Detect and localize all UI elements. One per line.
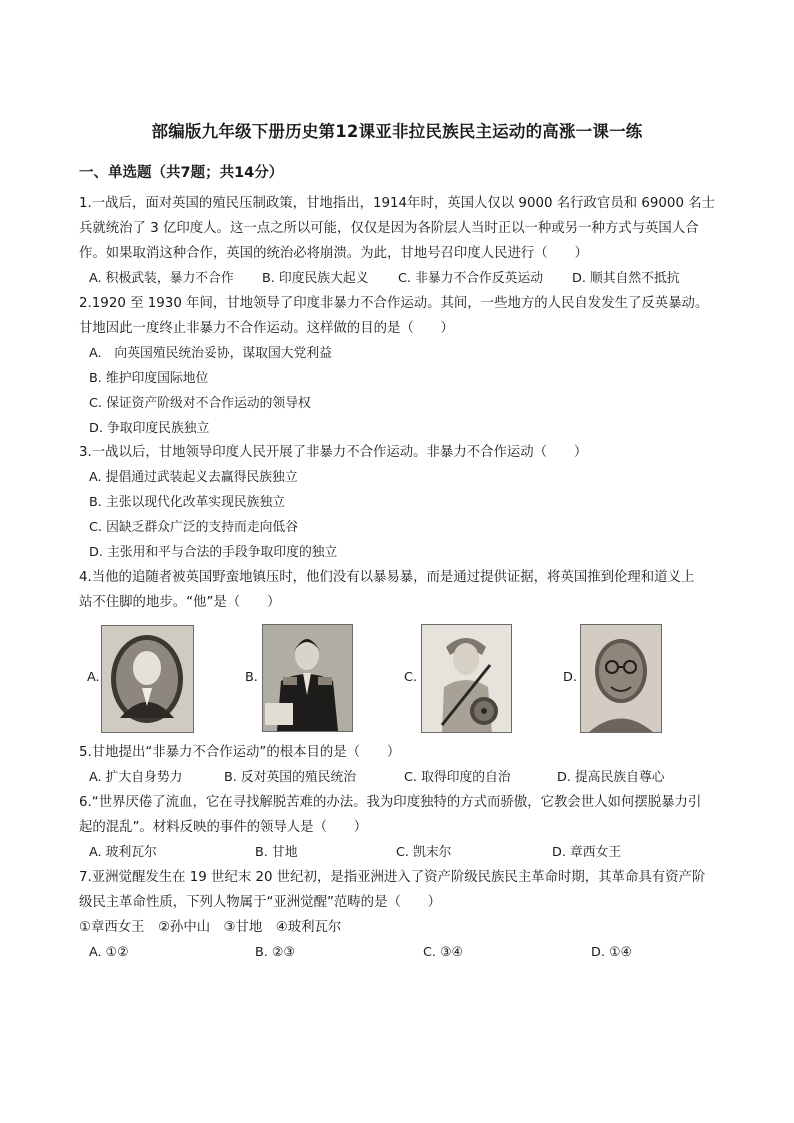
q7-option-d[interactable]: D. ①④: [591, 945, 632, 960]
q2-option-a[interactable]: A. 向英国殖民统治妥协，谋取国大党利益: [89, 346, 332, 361]
q4-stem-line2: 站不住脚的地步。“他”是（ ）: [79, 595, 281, 610]
q1-stem-line2: 兵就统治了 3 亿印度人。这一点之所以可能，仅仅是因为各阶层人当时正以一种或另一种方式与英国人合: [79, 221, 699, 236]
q2-option-d[interactable]: D. 争取印度民族独立: [89, 421, 210, 436]
q4-option-a-label[interactable]: A.: [87, 670, 100, 685]
q3-option-b[interactable]: B. 主张以现代化改革实现民族独立: [89, 495, 286, 510]
q7-stem-line2: 级民主革命性质，下列人物属于“亚洲觉醒”范畴的是（ ）: [79, 895, 442, 910]
q6-option-a[interactable]: A. 玻利瓦尔: [89, 845, 157, 860]
q5-option-c[interactable]: C. 取得印度的自治: [404, 770, 511, 785]
q2-stem-line2: 甘地因此一度终止非暴力不合作运动。这样做的目的是（ ）: [79, 321, 454, 336]
q7-option-b[interactable]: B. ②③: [255, 945, 295, 960]
q3-option-d[interactable]: D. 主张用和平与合法的手段争取印度的独立: [89, 545, 338, 560]
section-heading: 一、单选题（共7题；共14分）: [79, 165, 284, 181]
q2-option-c[interactable]: C. 保证资产阶级对不合作运动的领导权: [89, 396, 311, 411]
q3-option-a[interactable]: A. 提倡通过武装起义去赢得民族独立: [89, 470, 298, 485]
q4-option-b-label[interactable]: B.: [245, 670, 258, 685]
q4-option-d-portrait-image[interactable]: [580, 624, 662, 733]
warrior-portrait-icon: [422, 625, 511, 732]
q1-option-d[interactable]: D. 顺其自然不抵抗: [572, 271, 680, 286]
q5-option-b[interactable]: B. 反对英国的殖民统治: [224, 770, 357, 785]
q7-option-c[interactable]: C. ③④: [423, 945, 464, 960]
q5-option-d[interactable]: D. 提高民族自尊心: [557, 770, 665, 785]
q6-stem-line2: 起的混乱”。材料反映的事件的领导人是（ ）: [79, 820, 368, 835]
military-portrait-icon: [263, 625, 352, 731]
page-title: 部编版九年级下册历史第12课亚非拉民族民主运动的高涨一课一练: [151, 122, 643, 141]
q4-option-c-portrait-image[interactable]: [421, 624, 512, 733]
q5-option-a[interactable]: A. 扩大自身势力: [89, 770, 183, 785]
q6-option-c[interactable]: C. 凯末尔: [396, 845, 452, 860]
q7-option-a[interactable]: A. ①②: [89, 945, 129, 960]
q4-option-a-portrait-image[interactable]: [101, 625, 194, 733]
q3-option-c[interactable]: C. 因缺乏群众广泛的支持而走向低谷: [89, 520, 299, 535]
q2-option-b[interactable]: B. 维护印度国际地位: [89, 371, 209, 386]
q1-option-c[interactable]: C. 非暴力不合作反英运动: [398, 271, 544, 286]
q2-stem-line1: 2.1920 至 1930 年间，甘地领导了印度非暴力不合作运动。其间，一些地方的人民自发发生了反英暴动。: [79, 296, 709, 311]
q4-option-b-portrait-image[interactable]: [262, 624, 353, 732]
q1-stem-line1: 1.一战后，面对英国的殖民压制政策，甘地指出，1914年时，英国人仅以 9000 名行政官员和 69000 名士: [79, 196, 716, 211]
q6-option-d[interactable]: D. 章西女王: [552, 845, 622, 860]
q1-stem-line3: 作。如果取消这种合作，英国的统治必将崩溃。为此，甘地号召印度人民进行（ ）: [79, 246, 588, 261]
q7-stem-line3: ①章西女王 ②孙中山 ③甘地 ④玻利瓦尔: [79, 920, 342, 935]
q1-option-b[interactable]: B. 印度民族大起义: [262, 271, 369, 286]
oval-portrait-icon: [102, 626, 193, 732]
q3-stem-line1: 3.一战以后，甘地领导印度人民开展了非暴力不合作运动。非暴力不合作运动（ ）: [79, 445, 588, 460]
q4-stem-line1: 4.当他的追随者被英国野蛮地镇压时，他们没有以暴易暴，而是通过提供证据，将英国推到伦理和道义上: [79, 570, 695, 585]
q7-stem-line1: 7.亚洲觉醒发生在 19 世纪末 20 世纪初，是指亚洲进入了资产阶级民族民主革命时期，其革命具有资产阶: [79, 870, 706, 885]
q4-option-c-label[interactable]: C.: [404, 670, 418, 685]
q1-option-a[interactable]: A. 积极武装，暴力不合作: [89, 271, 234, 286]
gandhi-portrait-icon: [581, 625, 661, 732]
q4-option-d-label[interactable]: D.: [563, 670, 577, 685]
q5-stem-line1: 5.甘地提出“非暴力不合作运动”的根本目的是（ ）: [79, 745, 401, 760]
q6-option-b[interactable]: B. 甘地: [255, 845, 298, 860]
q6-stem-line1: 6.“世界厌倦了流血，它在寻找解脱苦难的办法。我为印度独特的方式而骄傲，它教会世人如何摆脱暴力引: [79, 795, 702, 810]
